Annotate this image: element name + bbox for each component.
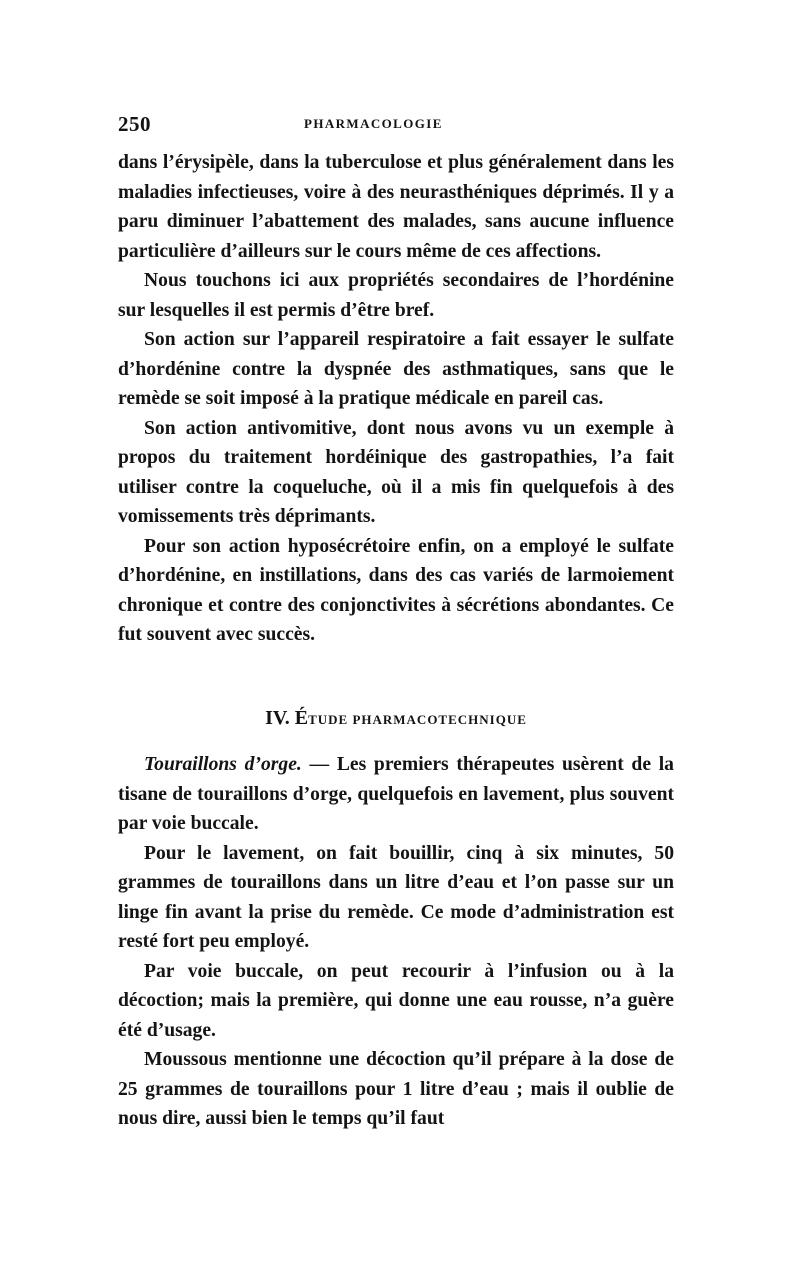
paragraph-touraillons xyxy=(118,750,674,839)
section-title-rest: TUDE PHARMACOTECHNIQUE xyxy=(308,712,527,727)
running-head xyxy=(118,112,674,138)
paragraph-moussous: Moussous mentionne une décoction qu’il prépare à la dose de 25 grammes de touraillons pour 1 litre d’eau ; mais il oublie de nous dire, aussi bien le temps qu’il faut xyxy=(118,1049,674,1129)
running-title: PHARMACOLOGIE xyxy=(304,116,443,131)
section-heading xyxy=(118,704,674,734)
section-numeral: IV. xyxy=(265,707,290,729)
page-number: 250 xyxy=(118,112,151,136)
paragraph-secondary-properties: Nous touchons ici aux propriétés secondaires de l’hordénine sur lesquelles il est permis d’être bref. xyxy=(118,270,674,321)
paragraph-lead-italic: Touraillons d’orge. xyxy=(144,754,302,775)
paragraph-respiratory-action: Son action sur l’appareil respiratoire a fait essayer le sulfate d’hordénine contre la dyspnée des asthmatiques, sans que le remède se soit imposé à la pratique médicale en pareil cas. xyxy=(118,329,674,409)
section-title-initial: É xyxy=(294,707,309,729)
paragraph-voie-buccale: Par voie buccale, on peut recourir à l’infusion ou à la décoction; mais la première, qui donne une eau rousse, n’a guère été d’usage. xyxy=(118,960,674,1041)
paragraph-antivomitive-action: Son action antivomitive, dont nous avons vu un exemple à propos du traitement hordéinique des gastropathies, l’a fait utiliser contre la coqueluche, où il a mis fin quelquefois à des vomissements très déprimants. xyxy=(118,417,674,527)
paragraph-lavement: Pour le lavement, on fait bouillir, cinq à six minutes, 50 grammes de touraillons dans un litre d’eau et l’on passe sur un linge fin avant la prise du remède. Ce mode d’administration est resté fort peu employé. xyxy=(118,842,674,952)
body-text-bottom xyxy=(118,750,674,1134)
paragraph-touraillons-text: — Les premiers thérapeutes usèrent de la tisane de touraillons d’orge, quelquefois en lavement, plus souvent par voie buccale. xyxy=(118,754,674,834)
paragraph-continuation: dans l’érysipèle, dans la tuberculose et plus généralement dans les maladies infectieuses, voire à des neurasthéniques déprimés. Il y a paru diminuer l’abattement des malades, sans aucune influence particulière d’ailleurs sur le cours même de ces affections. xyxy=(118,152,674,262)
paragraph-hyposecretory-action: Pour son action hyposécrétoire enfin, on a employé le sulfate d’hordénine, en instillations, dans des cas variés de larmoiement chronique et contre des conjonctivites à sécrétions abondantes. Ce fut souvent avec succès. xyxy=(118,535,674,645)
body-text-top xyxy=(118,148,674,650)
